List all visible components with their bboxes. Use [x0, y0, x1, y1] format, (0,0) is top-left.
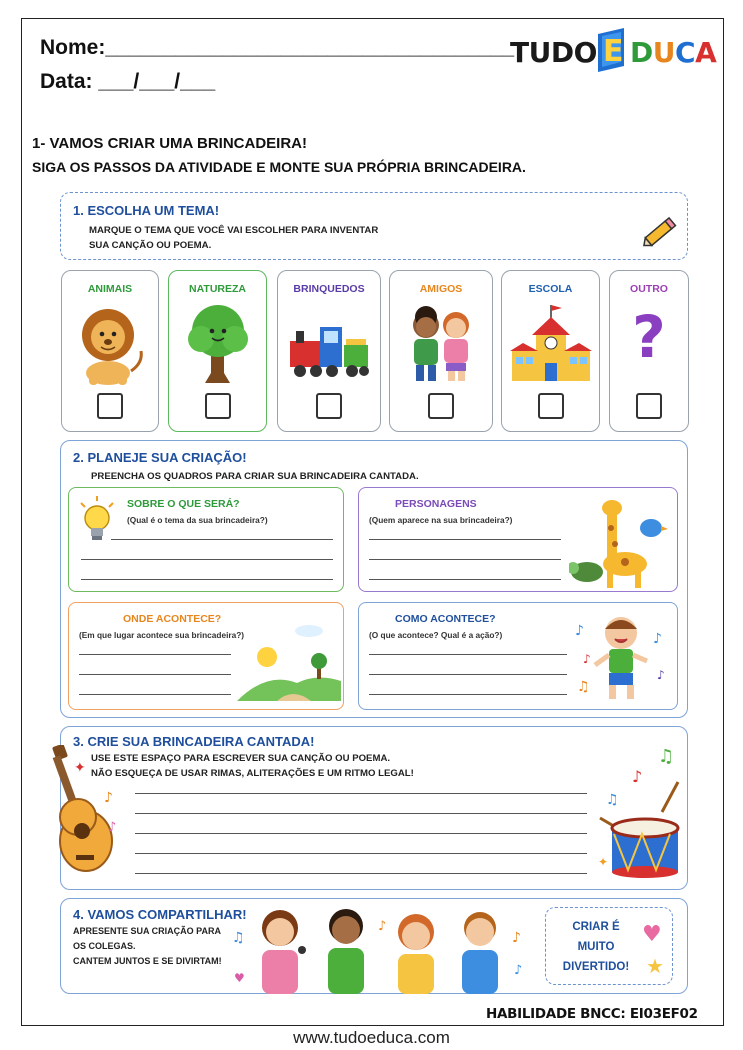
- svg-text:♫: ♫: [606, 792, 619, 808]
- pencil-icon: [639, 211, 681, 258]
- theme-checkbox-escola[interactable]: [538, 393, 564, 419]
- landscape-icon: [237, 621, 341, 706]
- lightbulb-icon: [77, 496, 117, 549]
- step2-title: 2. PLANEJE SUA CRIAÇÃO!: [73, 450, 247, 465]
- question-title: 1- VAMOS CRIAR UMA BRINCADEIRA!: [32, 135, 307, 152]
- plan-box-onde: [68, 602, 344, 710]
- write-line[interactable]: [135, 813, 587, 814]
- question-mark-icon: ?: [632, 303, 666, 371]
- plan-question-personagens: (Quem aparece na sua brincadeira?): [369, 515, 513, 525]
- bubble-line1: CRIAR É: [572, 921, 620, 933]
- svg-text:♪: ♪: [653, 631, 662, 647]
- theme-label-escola: ESCOLA: [528, 283, 573, 295]
- theme-label-amigos: AMIGOS: [419, 283, 463, 295]
- svg-text:♫: ♫: [577, 679, 590, 695]
- music-notes-left-icon: ✦: [74, 760, 86, 776]
- write-line[interactable]: [369, 694, 567, 695]
- write-line[interactable]: [81, 579, 333, 580]
- fun-message-bubble: [545, 907, 673, 985]
- bncc-skill-code: HABILIDADE BNCC: EI03EF02: [486, 1006, 698, 1022]
- write-line[interactable]: [79, 674, 231, 675]
- write-line[interactable]: [135, 873, 587, 874]
- step3-text-line2: NÃO ESQUEÇA DE USAR RIMAS, ALITERAÇÕES E UM RITMO LEGAL!: [91, 768, 414, 779]
- plan-box-personagens: [358, 487, 678, 592]
- write-line[interactable]: [135, 853, 587, 854]
- animals-giraffe-turtle-bird-icon: [569, 494, 669, 595]
- bubble-line2: MUITO: [577, 941, 615, 953]
- write-line[interactable]: [369, 654, 567, 655]
- step4-text-line1: APRESENTE SUA CRIAÇÃO PARA: [73, 926, 222, 936]
- write-line[interactable]: [79, 654, 231, 655]
- star-icon: ★: [646, 954, 664, 978]
- write-line[interactable]: [369, 539, 561, 540]
- plan-title-personagens: PERSONAGENS: [395, 498, 477, 510]
- singing-children-icon: [228, 902, 528, 999]
- friends-icon: [398, 301, 484, 387]
- plan-title-onde: ONDE ACONTECE?: [123, 613, 222, 625]
- music-note-icon: ♪: [108, 820, 117, 835]
- step3-text-line1: USE ESTE ESPAÇO PARA ESCREVER SUA CANÇÃO OU POEMA.: [91, 753, 391, 764]
- logo-text-duca: DUCA: [630, 36, 717, 69]
- step4-text-line2: OS COLEGAS.: [73, 941, 136, 951]
- theme-checkbox-outro[interactable]: [636, 393, 662, 419]
- step1-text-line1: MARQUE O TEMA QUE VOCÊ VAI ESCOLHER PARA INVENTAR: [89, 225, 379, 236]
- svg-text:♪: ♪: [378, 919, 387, 934]
- step4-text-line3: CANTEM JUNTOS E SE DIVIRTAM!: [73, 956, 222, 966]
- theme-label-outro: OUTRO: [630, 283, 668, 295]
- heart-icon: ♥: [642, 922, 662, 947]
- tree-icon: [181, 301, 255, 387]
- lion-icon: [73, 301, 147, 387]
- theme-checkbox-amigos[interactable]: [428, 393, 454, 419]
- theme-label-brinquedos: BRINQUEDOS: [293, 283, 365, 295]
- plan-title-sobre: SOBRE O QUE SERÁ?: [127, 498, 240, 510]
- svg-text:♪: ♪: [575, 623, 584, 639]
- write-line[interactable]: [369, 579, 561, 580]
- tudoeduca-logo: [510, 26, 720, 76]
- footer-url[interactable]: www.tudoeduca.com: [293, 1028, 450, 1047]
- write-line[interactable]: [111, 539, 333, 540]
- svg-text:♫: ♫: [232, 930, 245, 946]
- write-line[interactable]: [135, 833, 587, 834]
- drum-icon: [594, 742, 686, 887]
- step2-text: PREENCHA OS QUADROS PARA CRIAR SUA BRINCADEIRA CANTADA.: [91, 471, 419, 482]
- music-note-icon: ♪: [104, 790, 113, 806]
- logo-text-tudo: TUDO: [510, 36, 597, 69]
- svg-text:♪: ♪: [657, 668, 665, 682]
- bubble-line3: DIVERTIDO!: [562, 961, 630, 973]
- svg-text:♪: ♪: [583, 652, 591, 666]
- plan-question-onde: (Em que lugar acontece sua brincadeira?): [79, 630, 245, 640]
- theme-card-animais[interactable]: [61, 270, 159, 432]
- plan-title-como: COMO ACONTECE?: [395, 613, 496, 625]
- step1-box: [60, 192, 688, 260]
- question-subtitle: SIGA OS PASSOS DA ATIVIDADE E MONTE SUA PRÓPRIA BRINCADEIRA.: [32, 159, 526, 175]
- theme-label-natureza: NATUREZA: [189, 283, 246, 295]
- write-line[interactable]: [369, 559, 561, 560]
- theme-card-brinquedos[interactable]: [277, 270, 381, 432]
- svg-text:✦: ✦: [598, 855, 609, 869]
- step3-title: 3. CRIE SUA BRINCADEIRA CANTADA!: [73, 734, 315, 749]
- plan-question-como: (O que acontece? Qual é a ação?): [369, 630, 503, 640]
- plan-box-sobre: [68, 487, 344, 592]
- write-line[interactable]: [81, 559, 333, 560]
- name-field-label[interactable]: Nome:___________________________________: [40, 36, 515, 59]
- svg-text:♪: ♪: [632, 767, 643, 786]
- svg-text:♪: ♪: [514, 963, 523, 978]
- theme-checkbox-animais[interactable]: [97, 393, 123, 419]
- toy-train-icon: [286, 301, 372, 387]
- plan-question-sobre: (Qual é o tema da sua brincadeira?): [127, 515, 268, 525]
- school-icon: [508, 301, 594, 387]
- theme-label-animais: ANIMAIS: [87, 283, 133, 295]
- logo-text-e: E: [603, 34, 623, 69]
- write-line[interactable]: [369, 674, 567, 675]
- plan-box-como: [358, 602, 678, 710]
- theme-card-amigos[interactable]: [389, 270, 493, 432]
- dancing-boy-icon: [571, 611, 671, 712]
- step1-title: 1. ESCOLHA UM TEMA!: [73, 203, 220, 218]
- theme-card-outro[interactable]: [609, 270, 689, 432]
- write-line[interactable]: [79, 694, 231, 695]
- theme-card-natureza[interactable]: [168, 270, 267, 432]
- svg-text:♪: ♪: [512, 930, 521, 946]
- step4-title: 4. VAMOS COMPARTILHAR!: [73, 907, 247, 922]
- theme-checkbox-natureza[interactable]: [205, 393, 231, 419]
- svg-text:♫: ♫: [658, 746, 675, 767]
- theme-card-escola[interactable]: [501, 270, 600, 432]
- svg-text:♥: ♥: [234, 971, 245, 985]
- theme-checkbox-brinquedos[interactable]: [316, 393, 342, 419]
- write-line[interactable]: [135, 793, 587, 794]
- step1-text-line2: SUA CANÇÃO OU POEMA.: [89, 240, 212, 251]
- date-field-label[interactable]: Data: ___/___/___: [40, 70, 216, 93]
